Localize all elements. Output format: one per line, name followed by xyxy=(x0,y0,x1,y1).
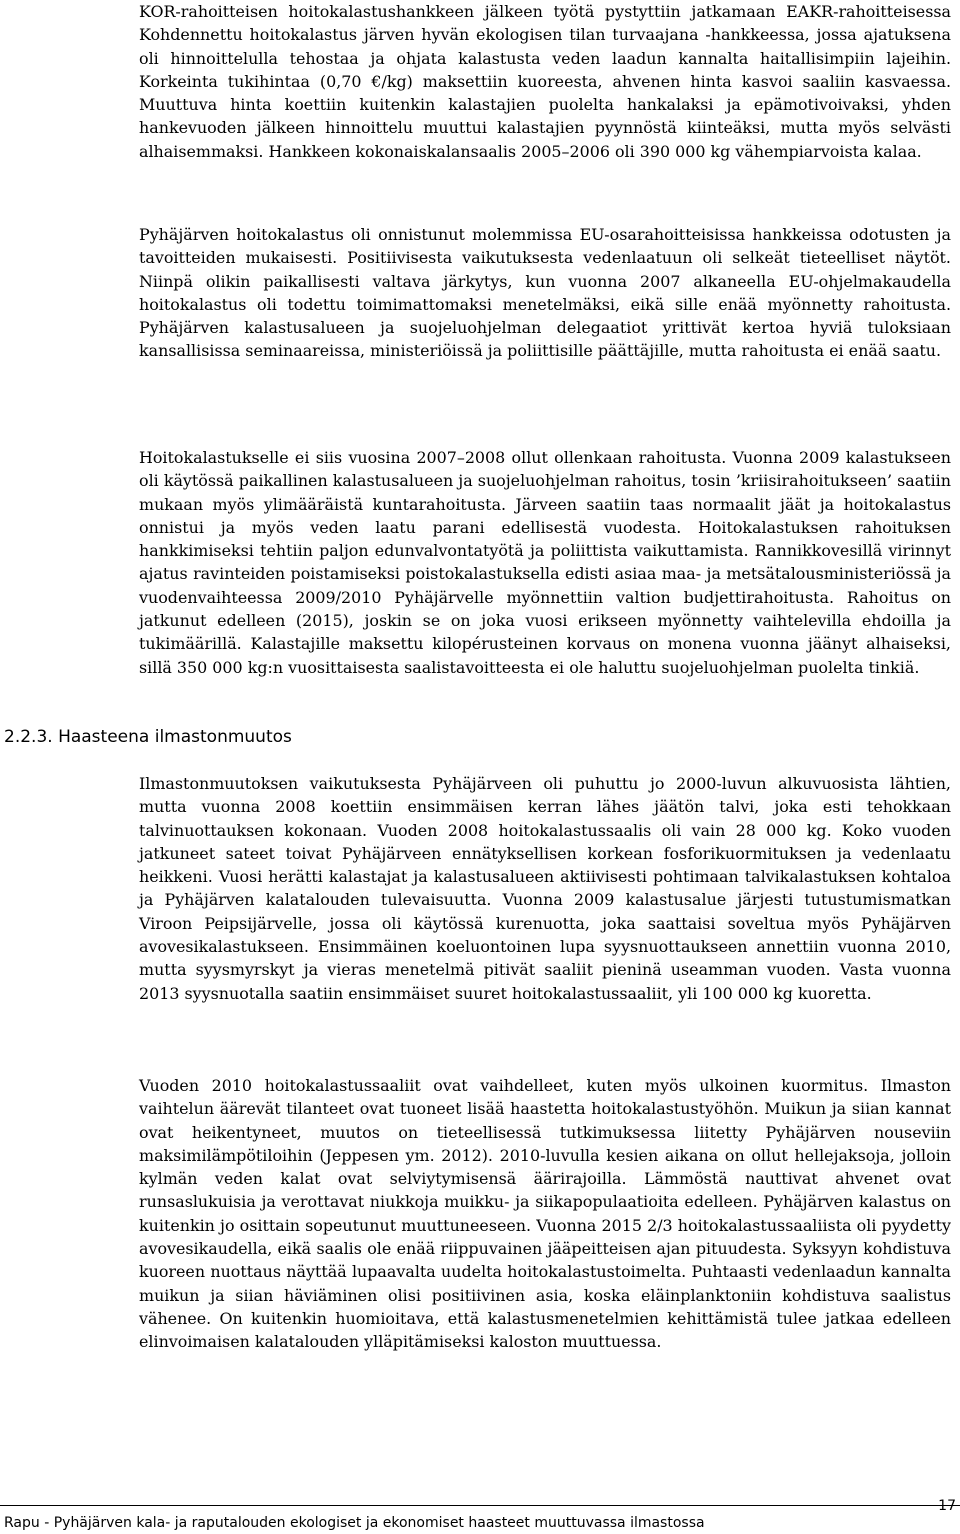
paragraph-3: Hoitokalastukselle ei siis vuosina 2007–2008 ollut ollenkaan rahoitusta. Vuonna 2009 kalastukseen oli käytössä paikallinen kalastusalueen ja suojeluohjelman rahoitus, tosin ’kriisirahoitukseen’ saatiin mukaan myös ylimääräistä kuntarahoitusta. Järveen saatiin taas normaalit jäät ja hoitokalastus onnistui ja myös veden laatu parani edellisestä vuodesta. Hoitokalastuksen rahoituksen hankkimiseksi tehtiin paljon edunvalvontatyötä ja poliittista vaikuttamista. Rannikkovesillä virinnyt ajatus ravinteiden poistamiseksi poistokalastuksella edisti asiaa maa- ja metsätalousministeriössä ja vuodenvaihteessa 2009/2010 Pyhäjärvelle myönnettiin valtion budjettirahoitusta. Rahoitus on jatkunut edelleen (2015), joskin se on joka vuosi erikseen myönnetty vaihtelevilla ehdoilla ja tukimäärillä. Kalastajille maksettu kilopérusteinen korvaus on monena vuonna jäänyt alhaiseksi, sillä 350 000 kg:n vuosittaisesta saalistavoitteesta ei ole haluttu suojeluohjelman puolelta tinkiä. xyxy=(139,448,951,677)
paragraph-4: Ilmastonmuutoksen vaikutuksesta Pyhäjärveen oli puhuttu jo 2000-luvun alkuvuosista lähtien, mutta vuonna 2008 koettiin ensimmäisen kerran lähes jäätön talvi, joka esti tehokkaan talvinuottauksen kokonaan. Vuoden 2008 hoitokalastussaalis oli vain 28 000 kg. Koko vuoden jatkuneet sateet toivat Pyhäjärveen ennätyksellisen korkean fosforikuormituksen ja vedenlaatu heikkeni. Vuosi herätti kalastajat ja kalastusalueen aktiivisesti pohtimaan talvikalastuksen kohtaloa ja Pyhäjärven kalatalouden tulevaisuutta. Vuonna 2009 kalastusalue järjesti tutustumismatkan Viroon Peipsijärvelle, jossa oli käytössä kurenuotta, joka saattaisi soveltua myös Pyhäjärven avovesikalastukseen. Ensimmäinen koeluontoinen lupa syysnuottaukseen annettiin vuonna 2010, mutta syysmyrskyt ja vieras menetelmä pitivät saaliit pieninä useamman vuoden. Vasta vuonna 2013 syysnuotalla saatiin ensimmäiset suuret hoitokalastussaaliit, yli 100 000 kg kuoretta. xyxy=(139,774,951,1003)
footer-title: Rapu - Pyhäjärven kala- ja raputalouden ekologiset ja ekonomiset haasteet muuttuvassa ilmastossa xyxy=(4,1515,705,1531)
paragraph-2: Pyhäjärven hoitokalastus oli onnistunut molemmissa EU-osarahoitteisissa hankkeissa odotusten ja tavoitteiden mukaisesti. Positiivisesta vaikutuksesta vedenlaatuun oli selkeät tieteelliset näytöt. Niinpä olikin paikallisesti valtava järkytys, kun vuonna 2007 alkaneella EU-ohjelmakaudella hoitokalastus oli todettu toimimattomaksi menetelmäksi, eikä sille enää myönnetty rahoitusta. Pyhäjärven kalastusalueen ja suojeluohjelman delegaatiot yrittivät kertoa hyviä tuloksiaan kansallisissa seminaareissa, ministeriöissä ja poliittisille päättäjille, mutta rahoitusta ei enää saatu. xyxy=(139,225,951,361)
paragraph-1: KOR-rahoitteisen hoitokalastushankkeen jälkeen työtä pystyttiin jatkamaan EAKR-rahoitteisessa Kohdennettu hoitokalastus järven hyvän ekologisen tilan turvaajana -hankkeessa, jossa ajatuksena oli hinnoittelulla tehostaa ja ohjata kalastusta veden laadun kannalta haitallisimpiin lajeihin. Korkeinta tukihintaa (0,70 €/kg) maksettiin kuoreesta, ahvenen hinta kasvoi saaliin kasvaessa. Muuttuva hinta koettiin kuitenkin kalastajien puolelta hankalaksi ja epämotivoivaksi, yhden hankevuoden jälkeen hinnoittelu muuttui kalastajien pyynnöstä kiinteäksi, mutta myös selvästi alhaisemmaksi. Hankkeen kokonaiskalansaalis 2005–2006 oli 390 000 kg vähempiarvoista kalaa. xyxy=(139,2,951,161)
footer-divider xyxy=(0,1505,960,1506)
page-number: 17 xyxy=(938,1498,956,1514)
paragraph-5: Vuoden 2010 hoitokalastussaaliit ovat vaihdelleet, kuten myös ulkoinen kuormitus. Ilmaston vaihtelun äärevät tilanteet ovat tuoneet lisää haastetta hoitokalastustyöhön. Muikun ja siian kannat ovat heikentyneet, muutos on tieteellisessä tutkimuksessa liitetty Pyhäjärven nouseviin maksimilämpötiloihin (Jeppesen ym. 2012). 2010-luvulla kesien aikana on ollut hellejaksoja, jolloin kylmän veden kalat ovat selviytymisensä äärirajoilla. Lämmöstä nauttivat ahvenet ovat runsaslukuisia ja verottavat niukkoja muikku- ja siikapopulaatioita edelleen. Pyhäjärven kalastus on kuitenkin jo osittain sopeutunut muuttuneeseen. Vuonna 2015 2/3 hoitokalastussaaliista oli pyydetty avovesikaudella, eikä saalis ole enää riippuvainen jääpeitteisen ajan pituudesta. Syksyyn kohdistuva kuoreen nuottaus näyttää lupaavalta uudelta hoitokalastustoimelta. Puhtaasti vedenlaadun kannalta muikun ja siian häviäminen olisi positiivinen asia, koska eläinplanktoniin kohdistuva saalistus vähenee. On kuitenkin huomioitava, että kalastusmenetelmien kehittämistä tulee jatkaa edelleen elinvoimaisen kalatalouden ylläpitämiseksi kaloston muuttuessa. xyxy=(139,1076,951,1352)
section-heading: 2.2.3. Haasteena ilmastonmuutos xyxy=(4,727,292,747)
